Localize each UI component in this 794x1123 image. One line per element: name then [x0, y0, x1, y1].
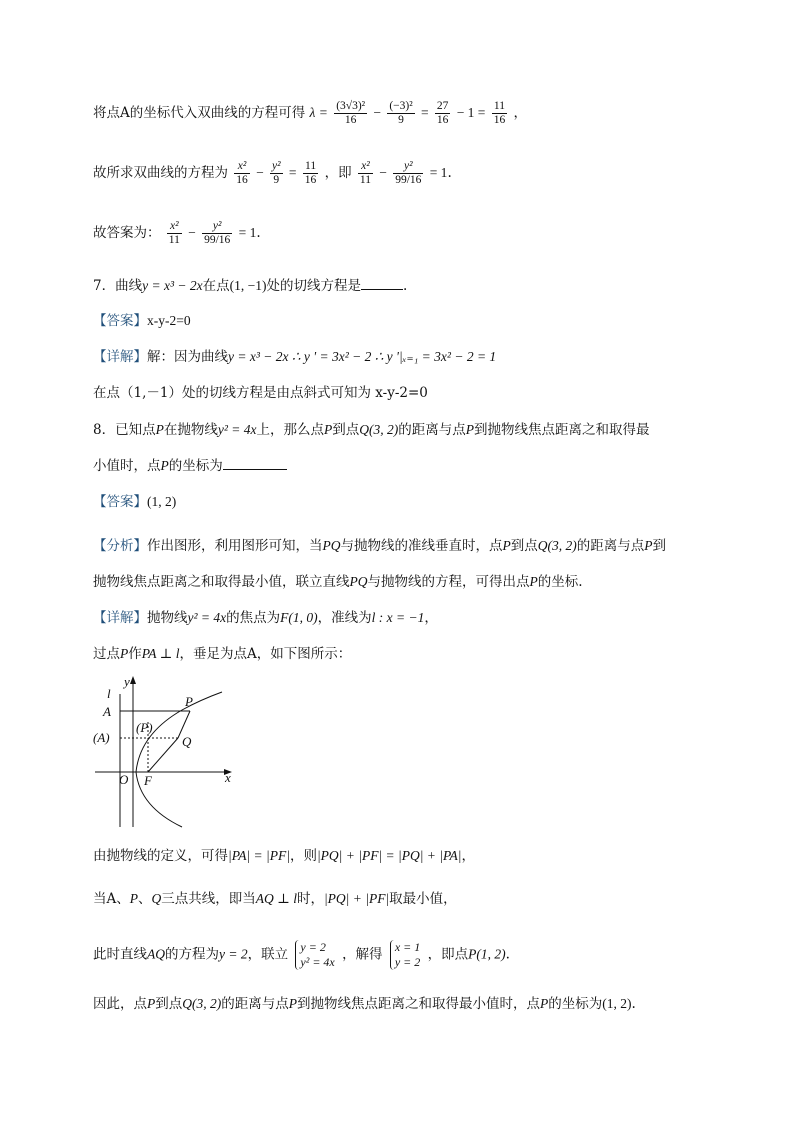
label-P: P	[185, 694, 193, 709]
label-F: F	[144, 773, 152, 788]
analysis-8-line1: 【分析】作出图形，利用图形可知，当PQ与抛物线的准线垂直时，点P到点Q(3, 2)的距离与点P到	[93, 538, 666, 554]
lambda: λ =	[309, 105, 328, 120]
solution-system: x = 1 y = 2	[390, 940, 420, 970]
label-A-paren: (A)	[93, 730, 110, 745]
answer-7: 【答案】x-y-2=0	[93, 313, 191, 329]
explanation-7-line2: 在点（1,－1）处的切线方程是由点斜式可知为 x-y-2=0	[93, 385, 428, 401]
explanation-8-line4: 当A、P、Q三点共线，即当AQ ⊥ l时，|PQ| + |PF|取最小值，	[93, 891, 457, 907]
parabola-curve	[136, 692, 222, 827]
text: 将点A的坐标代入双曲线的方程可得	[93, 105, 306, 121]
parabola-figure	[90, 672, 250, 832]
label-A: A	[103, 704, 111, 719]
explanation-8-line2: 过点P作PA ⊥ l，垂足为点A，如下图所示：	[93, 646, 352, 662]
fraction: $\frac{\text{y²}}{99/16}$	[204, 220, 231, 246]
solution-line-hyperbola: 故所求双曲线的方程为 $\frac{\text{x²}}{16}$ − $\frac{\text{y²}}{9}$ = $\frac{11}{16}$ ，即 $\frac{\text{x²}}{11}$ − $\frac{\text{y²}}{99/16}$ = 1.	[93, 160, 452, 186]
fraction: $\frac{\text{x²}}{11}$	[359, 160, 371, 186]
label-P-paren: (P)	[136, 720, 153, 735]
y-axis-arrow	[130, 676, 136, 684]
equation-system: y = 2 y² = 4x	[295, 940, 334, 970]
question-8-line2: 小值时，点P的坐标为	[93, 456, 287, 476]
answer-blank	[223, 469, 287, 470]
answer-blank	[361, 289, 403, 290]
explanation-7: 【详解】解：因为曲线y = x³ − 2x ∴ y ' = 3x² − 2 ∴ y '|ₓ₌₁ = 3x² − 2 = 1	[93, 349, 497, 365]
fraction: $\frac{\text{(−3)²}}{9}$	[389, 100, 413, 126]
label-O: O	[119, 772, 129, 787]
fraction: $\frac{\text{(3√3)²}}{16}$	[336, 100, 366, 126]
analysis-8-line2: 抛物线焦点距离之和取得最小值，联立直线PQ与抛物线的方程，可得出点P的坐标.	[93, 574, 583, 590]
explanation-8-line5: 此时直线AQ的方程为y = 2，联立 y = 2 y² = 4x ，解得 x = 1 y = 2 ，即点P(1, 2).	[93, 940, 510, 969]
fraction: $\frac{\text{x²}}{11}$	[168, 220, 180, 246]
conclusion-8: 因此，点P到点Q(3, 2)的距离与点P到抛物线焦点距离之和取得最小值时，点P的坐标为(1, 2).	[93, 996, 636, 1012]
fraction: $\frac{27}{16}$	[436, 100, 449, 126]
explanation-8-line3: 由抛物线的定义，可得|PA| = |PF|，则|PQ| + |PF| = |PQ| + |PA|，	[93, 848, 475, 864]
fraction: $\frac{11}{16}$	[493, 100, 506, 126]
fraction: $\frac{\text{y²}}{99/16}$	[395, 160, 422, 186]
question-8-line1: 8．已知点P在抛物线y² = 4x上，那么点P到点Q(3, 2)的距离与点P到抛物线焦点距离之和取得最	[93, 422, 650, 438]
label-y: y	[124, 674, 130, 689]
label-x: x	[225, 770, 231, 785]
answer-line-hyperbola: 故答案为： $\frac{\text{x²}}{11}$ − $\frac{\text{y²}}{99/16}$ = 1.	[93, 220, 261, 246]
explanation-8-line1: 【详解】抛物线y² = 4x的焦点为F(1, 0)，准线为l : x = −1，	[93, 610, 438, 626]
segment-QF	[148, 738, 178, 772]
answer-8: 【答案】(1, 2)	[93, 494, 177, 510]
question-7: 7．曲线y = x³ − 2x在点(1, −1)处的切线方程是 .	[93, 278, 408, 294]
solution-line-lambda: 将点A的坐标代入双曲线的方程可得 λ = $\frac{\text{(3√3)²}}{16}$ − $\frac{\text{(−3)²}}{9}$ = $\frac{27}{16}$ − 1 = $\frac{11}{16}$ ，	[93, 100, 528, 126]
label-l: l	[107, 686, 111, 701]
label-Q: Q	[182, 734, 192, 749]
fraction: $\frac{11}{16}$	[304, 160, 317, 186]
fraction: $\frac{\text{y²}}{9}$	[272, 160, 281, 186]
fraction: $\frac{\text{x²}}{16}$	[236, 160, 248, 186]
